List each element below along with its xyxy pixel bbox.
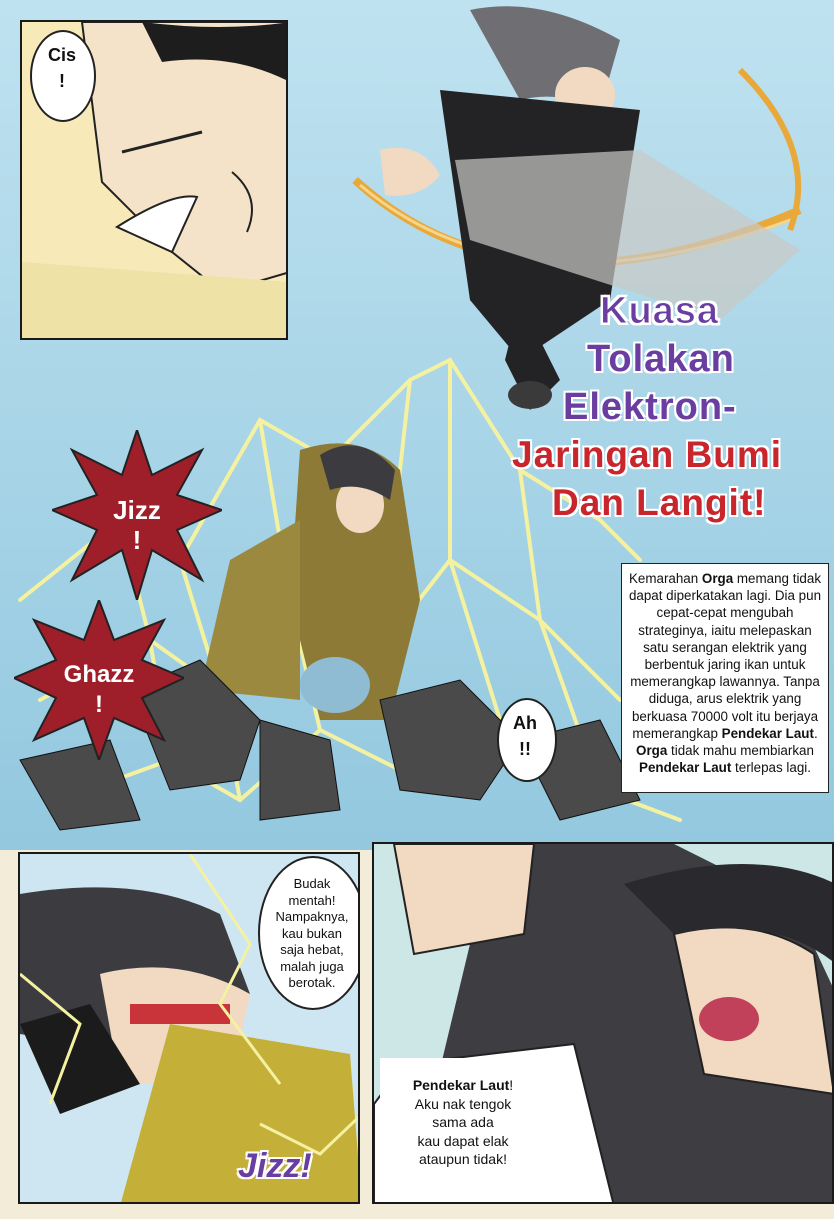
ah-bubble-text: Ah !! [513,713,537,759]
narration-text-5: terlepas lagi. [731,760,811,776]
title-line-1: Kuasa [600,290,720,332]
panel-hero-shielding [18,852,360,1204]
narration-name-pendekar-2: Pendekar Laut [639,760,732,776]
title-line-4: Jaringan Bumi [512,434,782,475]
narration-name-pendekar-1: Pendekar Laut [721,725,814,741]
narration-name-orga-2: Orga [636,743,668,759]
panel-closeup-face [20,20,288,340]
sfx-jizz-bottom: Jizz! [238,1147,312,1185]
title-line-5: Dan Langit! [552,482,767,523]
cis-bubble-text: Cis ! [47,45,76,91]
narration-text-1: Kemarahan [628,571,702,586]
title-line-3: Elektron- [563,386,737,428]
pendekar-bubble-text [388,1076,538,1169]
narration-box [621,563,829,793]
panel-villain-punch [372,842,834,1204]
sfx-jizz: Jizz ! [113,495,161,555]
narration-text-4: tidak mahu membiarkan [667,743,814,759]
title-line-2: Tolakan [587,338,735,380]
pendekar-bubble-name: Pendekar Laut [412,1077,510,1093]
narration-text-3: . [813,725,818,741]
budak-bubble-text: Budak mentah! Nampaknya, kau bukan saja hebat, malah juga berotak. [275,876,349,990]
narration-text-2: memang tidak dapat diperkatakan lagi. Dia pun cepat-cepat mengubah strateginya, iaitu melepaskan satu serangan elektrik yang berbentuk jaring ikan untuk memerangkap lawannya. Tanpa diduga, arus elektrik yang berkuasa 70000 volt itu berjaya memerangkap [628,571,822,741]
narration-name-orga-1: Orga [701,571,734,586]
sfx-ghazz: Ghazz ! [63,661,135,718]
pendekar-bubble-rest: ! Aku nak tengok sama ada kau dapat elak ataupun tidak! [414,1077,514,1167]
